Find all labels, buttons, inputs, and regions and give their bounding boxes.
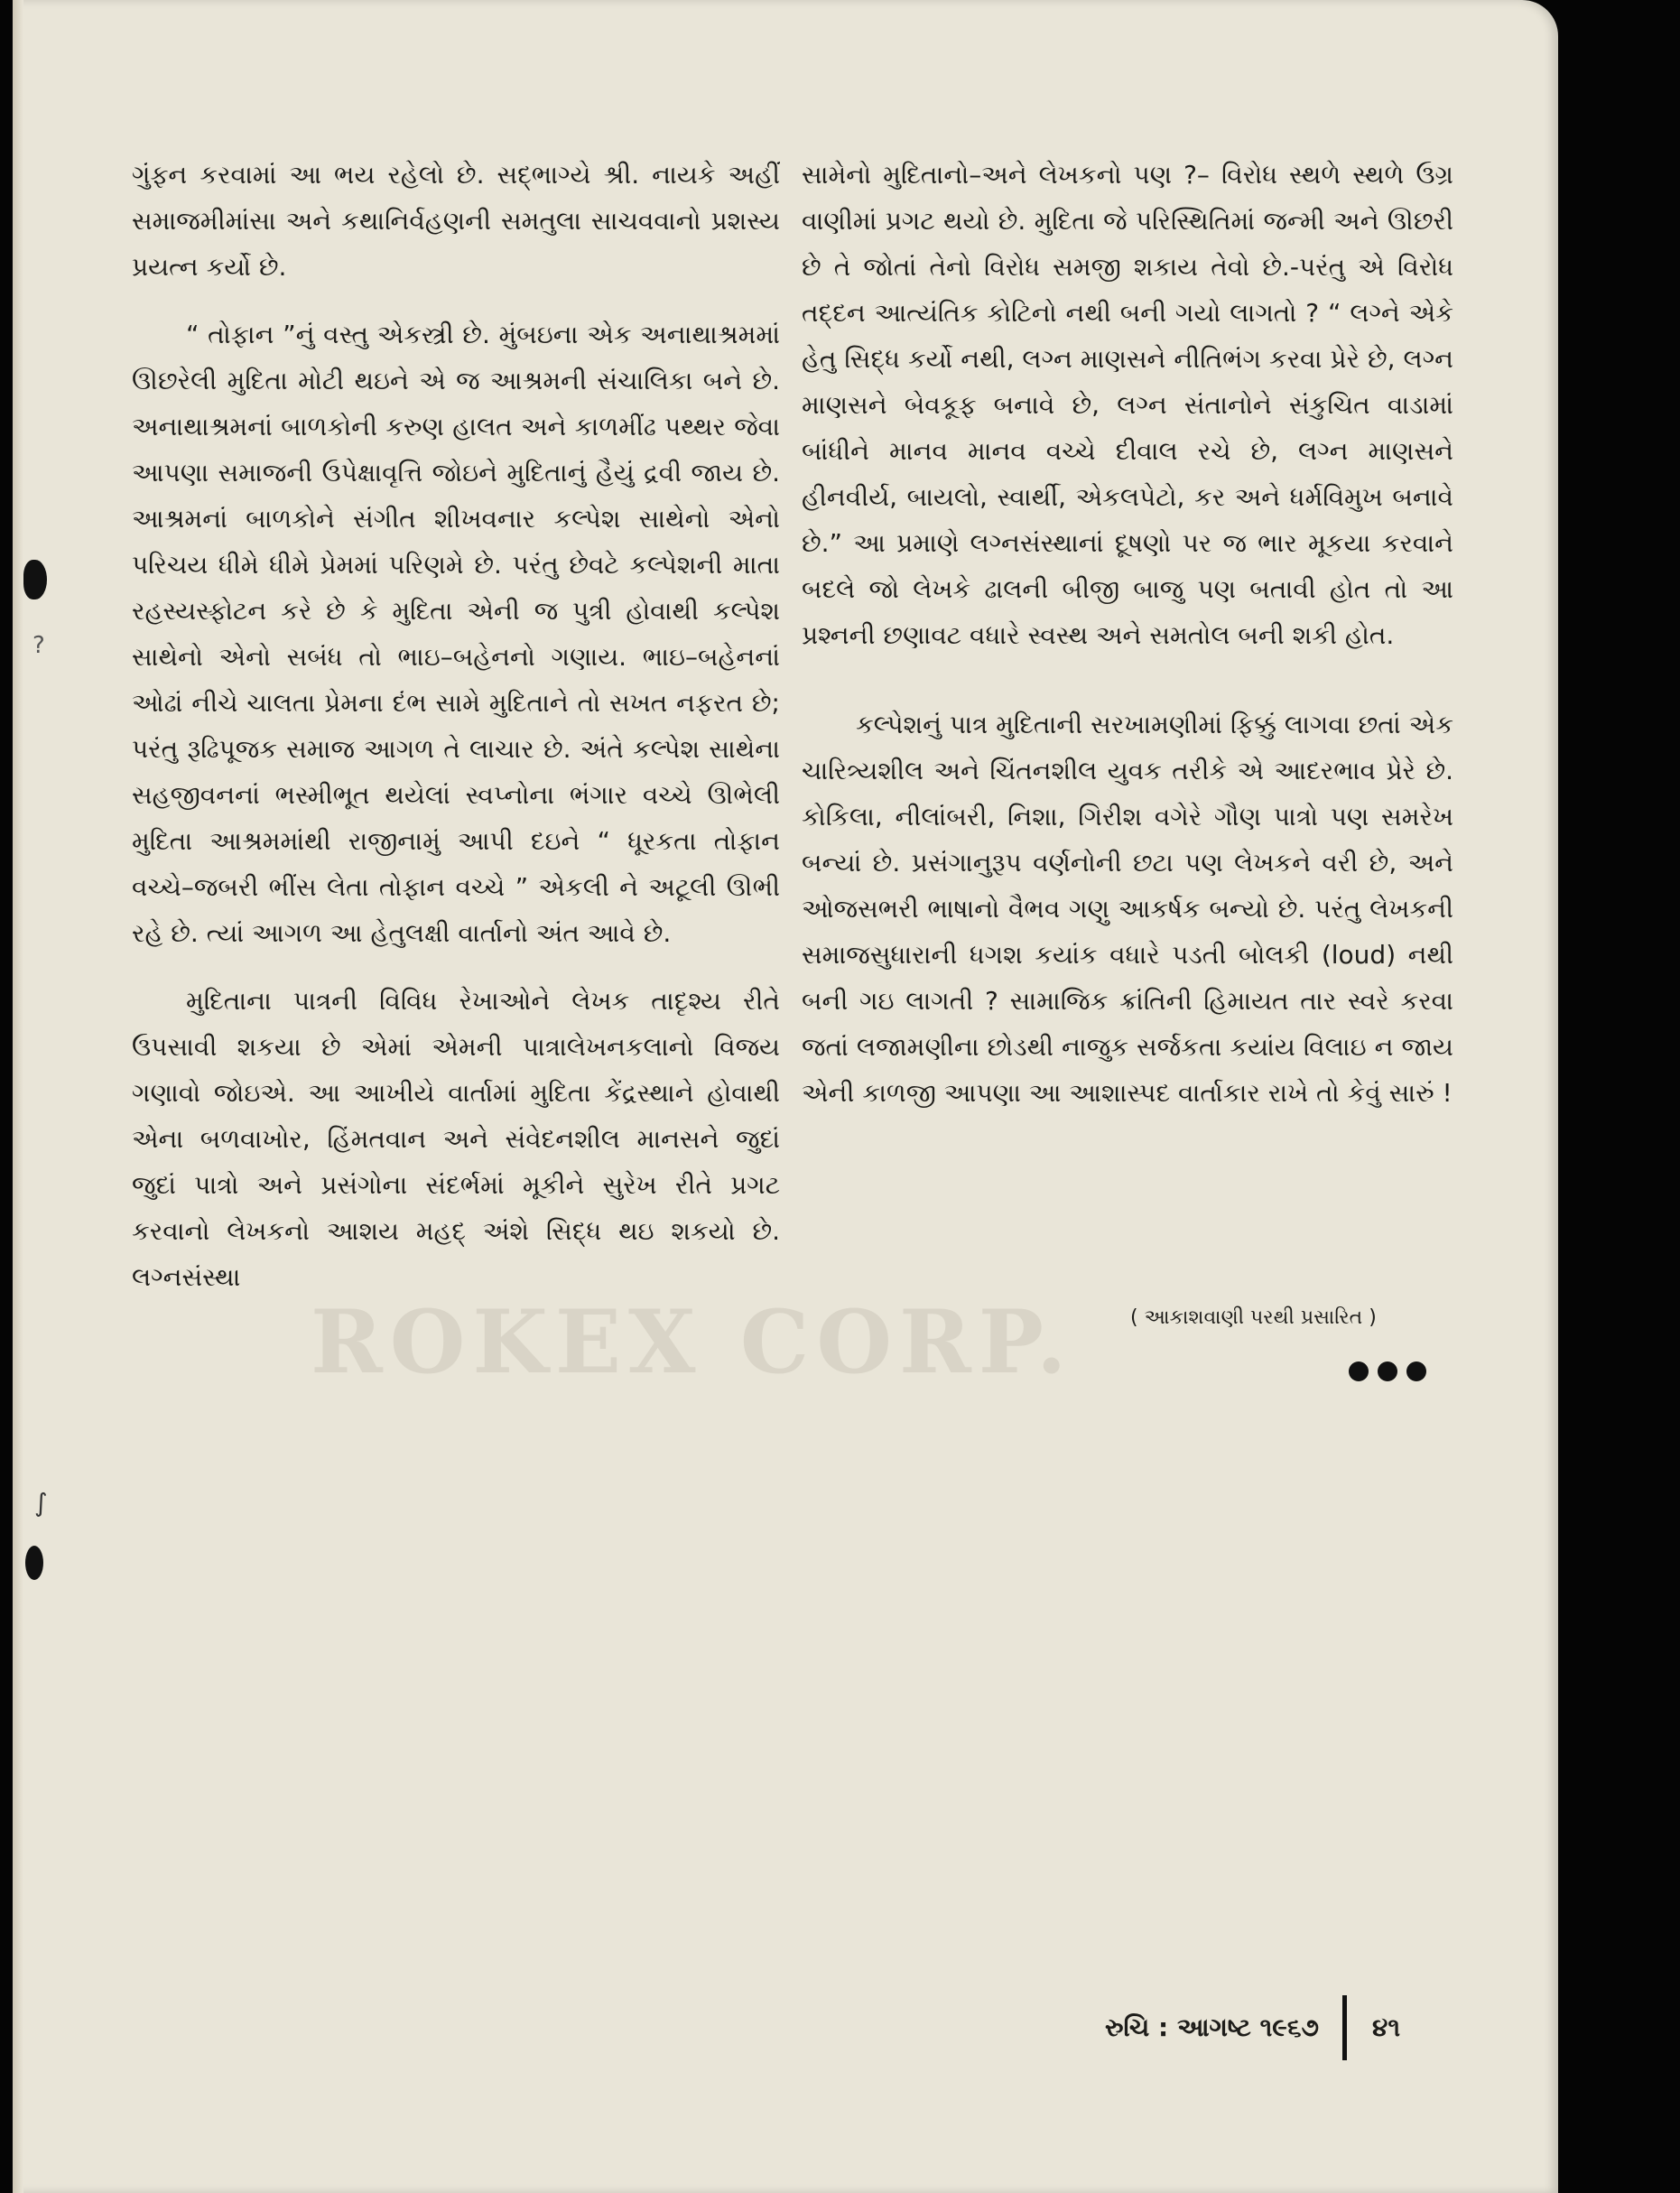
right-paragraph-2: કલ્પેશનું પાત્ર મુદિતાની સરખામણીમાં ફિક્કું લાગવા છતાં એક ચારિત્ર્યશીલ અને ચિંતનશીલ યુવક તરીકે એ આદરભાવ પ્રેરે છે. કોકિલા, નીલાંબરી, નિશા, ગિરીશ વગેરે ગૌણ પાત્રો પણ સમરેખ બન્યાં છે. પ્રસંગાનુરૂપ વર્ણનોની છટા પણ લેખકને વરી છે, અને ઓજસભરી ભાષાનો વૈભવ ગણુ આકર્ષક બન્યો છે. પરંતુ લેખકની સમાજસુધારાની ધગશ કયાંક વધારે પડતી બોલકી (loud) નથી બની ગઇ લાગતી ? સામાજિક ક્રાંતિની હિમાયત તાર સ્વરે કરવા જતાં લજામણીના છોડથી નાજુક સર્જકતા કયાંય વિલાઇ ન જાય એની કાળજી આપણા આ આશાસ્પદ વાર્તાકાર રાખે તો કેવું સારું ! xyxy=(802,710,1453,1108)
footer-divider xyxy=(1342,1995,1347,2060)
page-gutter-shadow xyxy=(13,0,23,2193)
ink-blot-mark xyxy=(23,560,47,599)
broadcast-credit: ( આકાશવાણી પરથી પ્રસારિત ) xyxy=(1130,1306,1377,1329)
left-paragraph-3: મુદિતાના પાત્રની વિવિધ રેખાઓને લેખક તાદૃશ્ય રીતે ઉપસાવી શકયા છે એમાં એમની પાત્રાલેખનકલાનો વિજય ગણાવો જોઇએ. આ આખીયે વાર્તામાં મુદિતા કેંદ્રસ્થાને હોવાથી એના બળવાખોર, હિંમતવાન અને સંવેદનશીલ માનસને જુદાં જુદાં પાત્રો અને પ્રસંગોના સંદર્ભમાં મૂકીને સુરેખ રીતે પ્રગટ કરવાનો લેખકનો આશય મહદ્ અંશે સિદ્ધ થઇ શકયો છે. લગ્નસંસ્થા xyxy=(132,986,780,1292)
ink-blot-mark-lower xyxy=(25,1546,43,1580)
magazine-issue: રુચિ : આગષ્ટ ૧૯૬૭ xyxy=(1105,2012,1320,2042)
right-paragraph-1: સામેનો મુદિતાનો–અને લેખકનો પણ ?– વિરોધ સ્થળે સ્થળે ઉગ્ર વાણીમાં પ્રગટ થયો છે. મુદિતા જે પરિસ્થિતિમાં જન્મી અને ઊછરી છે તે જોતાં તેનો વિરોધ સમજી શકાય તેવો છે.-પરંતુ એ વિરોધ તદ્દન આત્યંતિક કોટિનો નથી બની ગયો લાગતો ? “ લગ્ને એકે હેતુ સિદ્ધ કર્યો નથી, લગ્ન માણસને નીતિભંગ કરવા પ્રેરે છે, લગ્ન માણસને બેવકૂફ બનાવે છે, લગ્ન સંતાનોને સંકુચિત વાડામાં બાંધીને માનવ માનવ વચ્ચે દીવાલ રચે છે, લગ્ન માણસને હીનવીર્ય, બાયલો, સ્વાર્થી, એકલપેટો, કર અને ધર્મવિમુખ બનાવે છે.” આ પ્રમાણે લગ્નસંસ્થાનાં દૂષણો પર જ ભાર મૂકયા કરવાને બદલે જો લેખકે ઢાલની બીજી બાજુ પણ બતાવી હોત તો આ પ્રશ્નની છણાવટ વધારે સ્વસ્થ અને સમતોલ બની શકી હોત. xyxy=(802,160,1453,650)
left-paragraph-2: “ તોફાન ”નું વસ્તુ એકસ્ત્રી છે. મુંબઇના એક અનાથાશ્રમમાં ઊછરેલી મુદિતા મોટી થઇને એ જ આશ્રમની સંચાલિકા બને છે. અનાથાશ્રમનાં બાળકોની કરુણ હાલત અને કાળમીંઢ પથ્થર જેવા આપણા સમાજની ઉપેક્ષાવૃત્તિ જોઇને મુદિતાનું હૈયું દ્રવી જાય છે. આશ્રમનાં બાળકોને સંગીત શીખવનાર કલ્પેશ સાથેનો એનો પરિચય ધીમે ધીમે પ્રેમમાં પરિણમે છે. પરંતુ છેવટે કલ્પેશની માતા રહસ્યસ્ફોટન કરે છે કે મુદિતા એની જ પુત્રી હોવાથી કલ્પેશ સાથેનો એનો સબંધ તો ભાઇ–બહેનનો ગણાય. ભાઇ–બહેનનાં ઓઢાં નીચે ચાલતા પ્રેમના દંભ સામે મુદિતાને તો સખત નફરત છે; પરંતુ રૂઢિપૂજક સમાજ આગળ તે લાચાર છે. અંતે કલ્પેશ સાથેના સહજીવનનાં ભસ્મીભૂત થયેલાં સ્વપ્નોના ભંગાર વચ્ચે ઊભેલી મુદિતા આશ્રમમાંથી રાજીનામું આપી દઇને “ ધૂરકતા તોફાન વચ્ચે–જબરી ભીંસ લેતા તોફાન વચ્ચે ” એકલી ને અટૂલી ઊભી રહે છે. ત્યાં આગળ આ હેતુલક્ષી વાર્તાનો અંત આવે છે. xyxy=(132,320,780,948)
margin-scribble-mark-lower: ∫ xyxy=(34,1488,48,1518)
left-column xyxy=(132,152,780,1300)
page-footer xyxy=(1105,1995,1400,2060)
end-of-article-dots-icon xyxy=(1349,1361,1426,1381)
page-number: ૪૧ xyxy=(1372,2012,1401,2042)
magazine-page xyxy=(13,0,1558,2193)
show-through-print: ROKEX CORP. xyxy=(311,1291,1074,1393)
left-paragraph-1: ગુંફન કરવામાં આ ભય રહેલો છે. સદ્ભાગ્યે શ્રી. નાયકે અહીં સમાજમીમાંસા અને કથાનિર્વહણની સમતુલા સાચવવાનો પ્રશસ્ય પ્રયત્ન કર્યો છે. xyxy=(132,160,780,282)
right-column xyxy=(802,152,1453,1116)
margin-scribble-mark: ? xyxy=(32,632,45,659)
